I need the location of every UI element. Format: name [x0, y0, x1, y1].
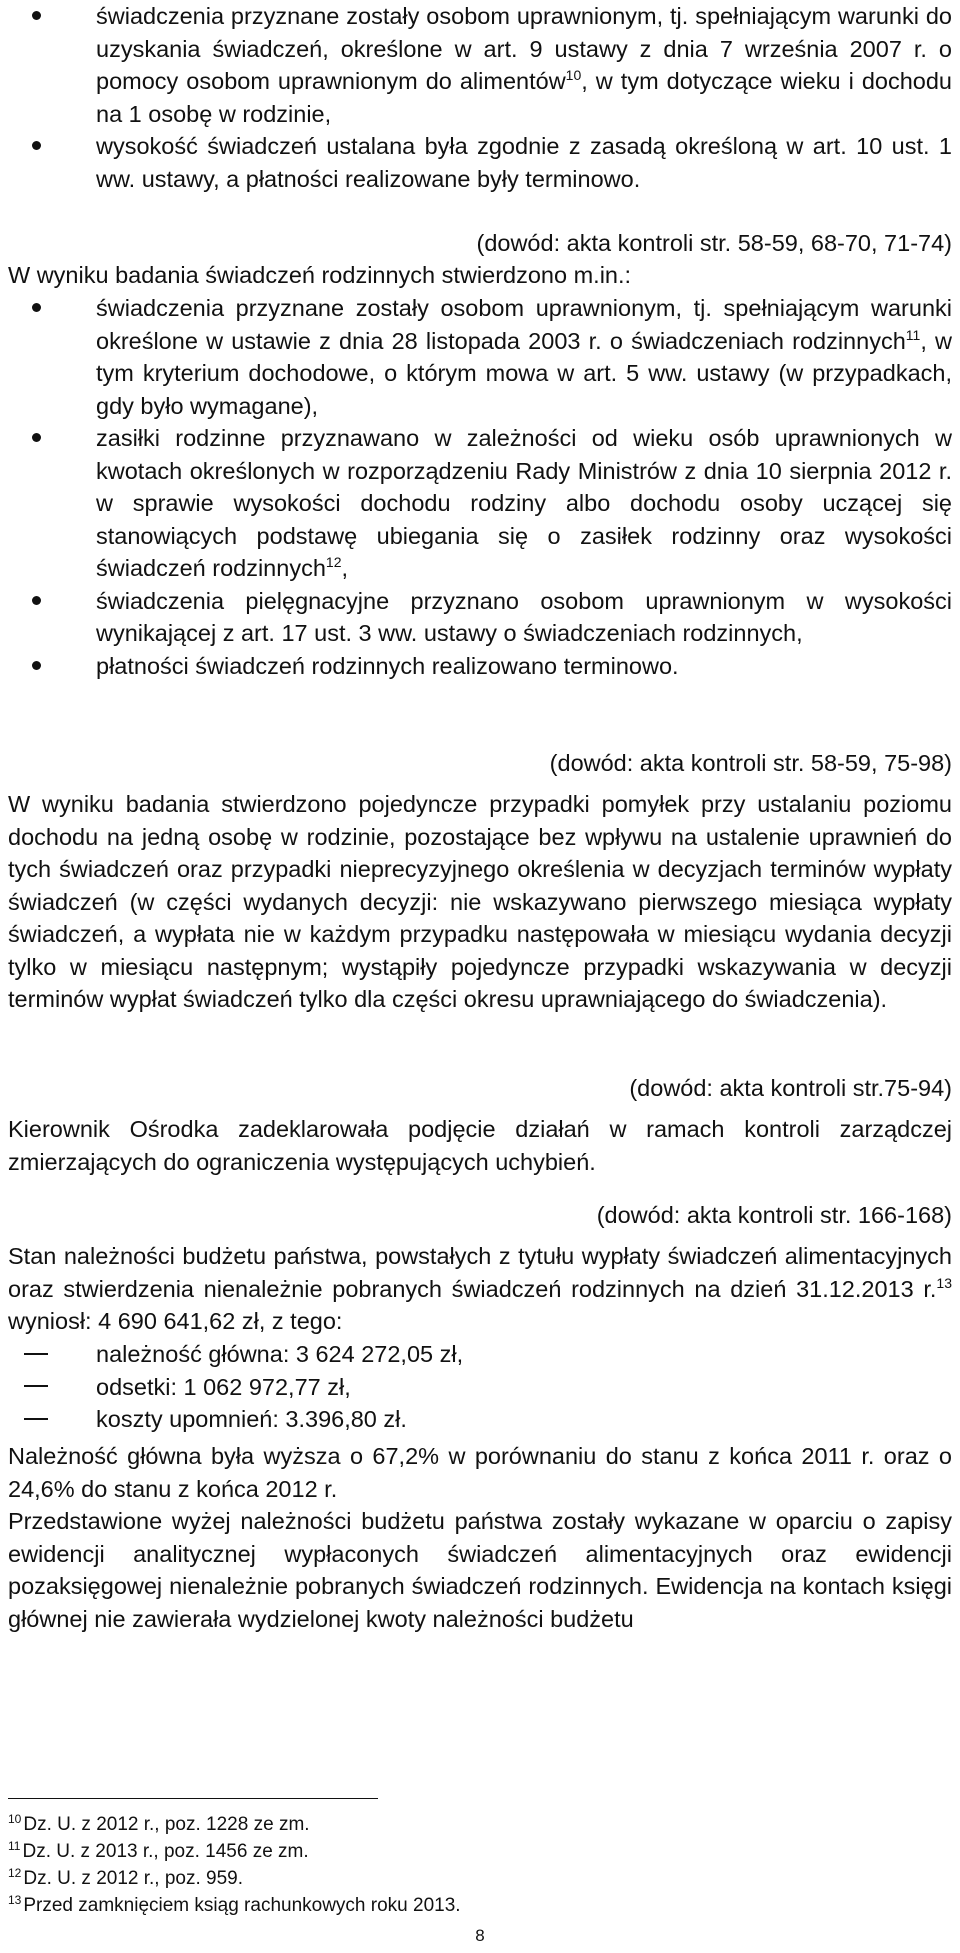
footnote: $^{10}$ Dz. U. z 2012 r., poz. 1228 ze zm.: [8, 1811, 310, 1835]
bullet-icon: [16, 650, 56, 683]
list-item: należność główna: 3 624 272,05 zł,: [0, 1338, 952, 1371]
dash-icon: [16, 1338, 56, 1371]
list-item: świadczenia przyznane zostały osobom uprawnionym, tj. spełniającym warunki do uzyskania świadczeń, określone w art. 9 ustawy z dnia 7 września 2007 r. o pomocy osobom uprawnionym do alimentów$^{10}$, w tym dotyczące wieku i dochodu na 1 osobę w rodzinie,: [0, 0, 952, 130]
bullet-icon: [16, 585, 56, 618]
bullet-icon: [16, 130, 56, 163]
bullet-icon: [16, 422, 56, 455]
list-item: świadczenia pielęgnacyjne przyznano osobom uprawnionym w wysokości wynikającej z art. 17 ust. 3 ww. ustawy o świadczeniach rodzinnych,: [0, 585, 952, 650]
bullet-icon: [16, 292, 56, 325]
paragraph-principal-change: Należność główna była wyższa o 67,2% w porównaniu do stanu z końca 2011 r. oraz o 24,6% do stanu z końca 2012 r.: [8, 1443, 952, 1502]
dash-icon: [16, 1371, 56, 1404]
list-item: koszty upomnień: 3.396,80 zł.: [0, 1403, 952, 1436]
footnote: $^{13}$ Przed zamknięciem ksiąg rachunkowych roku 2013.: [8, 1892, 461, 1916]
evidence-reference: (dowód: akta kontroli str. 58-59, 68-70, 71-74): [476, 230, 952, 256]
footnote-separator: [8, 1798, 378, 1799]
page-number: 8: [475, 1926, 485, 1945]
dash-icon: [16, 1403, 56, 1436]
paragraph-errors: W wyniku badania stwierdzono pojedyncze przypadki pomyłek przy ustalaniu poziomu dochodu na jedną osobę w rodzinie, pozostające bez wpływu na ustalenie uprawnień do tych świadczeń oraz przypadki nieprecyzyjnego określenia w decyzjach terminów wypłaty świadczeń (w części wydanych decyzji: nie wskazywano pierwszego miesiąca wypłaty świadczeń, a wypłata nie w każdym przypadku następowała w miesiącu wydania decyzji tylko w miesiącu następnym; wystąpiły pojedyncze przypadki wskazywania w decyzji terminów wypłat świadczeń tylko dla części okresu uprawniającego do świadczenia).: [8, 791, 952, 1012]
evidence-reference: (dowód: akta kontroli str. 58-59, 75-98): [549, 750, 952, 776]
footnote: $^{12}$ Dz. U. z 2012 r., poz. 959.: [8, 1865, 244, 1889]
section-intro: W wyniku badania świadczeń rodzinnych stwierdzono m.in.:: [8, 262, 632, 288]
bullet-icon: [16, 0, 56, 33]
paragraph-records: Przedstawione wyżej należności budżetu państwa zostały wykazane w oparciu o zapisy ewidencji analitycznej wypłaconych świadczeń alimentacyjnych oraz ewidencji pozaksięgowej nienależnie pobranych świadczeń rodzinnych. Ewidencja na kontach księgi głównej nie zawierała wydzielonej kwoty należności budżetu: [8, 1508, 952, 1632]
evidence-reference: (dowód: akta kontroli str. 166-168): [596, 1202, 952, 1228]
conditions-list-family: [0, 292, 952, 682]
paragraph-head-declaration: Kierownik Ośrodka zadeklarowała podjęcie działań w ramach kontroli zarządczej zmierzających do ograniczenia występujących uchybień.: [8, 1116, 952, 1175]
list-item: odsetki: 1 062 972,77 zł,: [0, 1371, 952, 1404]
list-item: płatności świadczeń rodzinnych realizowano terminowo.: [0, 650, 952, 683]
paragraph-receivables-state: Stan należności budżetu państwa, powstałych z tytułu wypłaty świadczeń alimentacyjnych oraz stwierdzenia nienależnie pobranych świadczeń rodzinnych na dzień 31.12.2013 r.$^{13}$ wyniosł: 4 690 641,62 zł, z tego:: [8, 1243, 952, 1334]
footnote: $^{11}$ Dz. U. z 2013 r., poz. 1456 ze zm.: [8, 1838, 309, 1862]
list-item: zasiłki rodzinne przyznawano w zależności od wieku osób uprawnionych w kwotach określonych w rozporządzeniu Rady Ministrów z dnia 10 sierpnia 2012 r. w sprawie wysokości dochodu rodziny albo dochodu osoby uczącej się stanowiących podstawę ubiegania się o zasiłek rodzinny oraz wysokości świadczeń rodzinnych$^{12}$,: [0, 422, 952, 585]
list-item: wysokość świadczeń ustalana była zgodnie z zasadą określoną w art. 10 ust. 1 ww. ustawy, a płatności realizowane były terminowo.: [0, 130, 952, 195]
evidence-reference: (dowód: akta kontroli str.75-94): [629, 1075, 952, 1101]
conditions-list-alimony: [0, 0, 952, 195]
list-item: świadczenia przyznane zostały osobom uprawnionym, tj. spełniającym warunki określone w ustawie z dnia 28 listopada 2003 r. o świadczeniach rodzinnych$^{11}$, w tym kryterium dochodowe, o którym mowa w art. 5 ww. ustawy (w przypadkach, gdy było wymagane),: [0, 292, 952, 422]
receivables-breakdown-list: [0, 1338, 952, 1436]
